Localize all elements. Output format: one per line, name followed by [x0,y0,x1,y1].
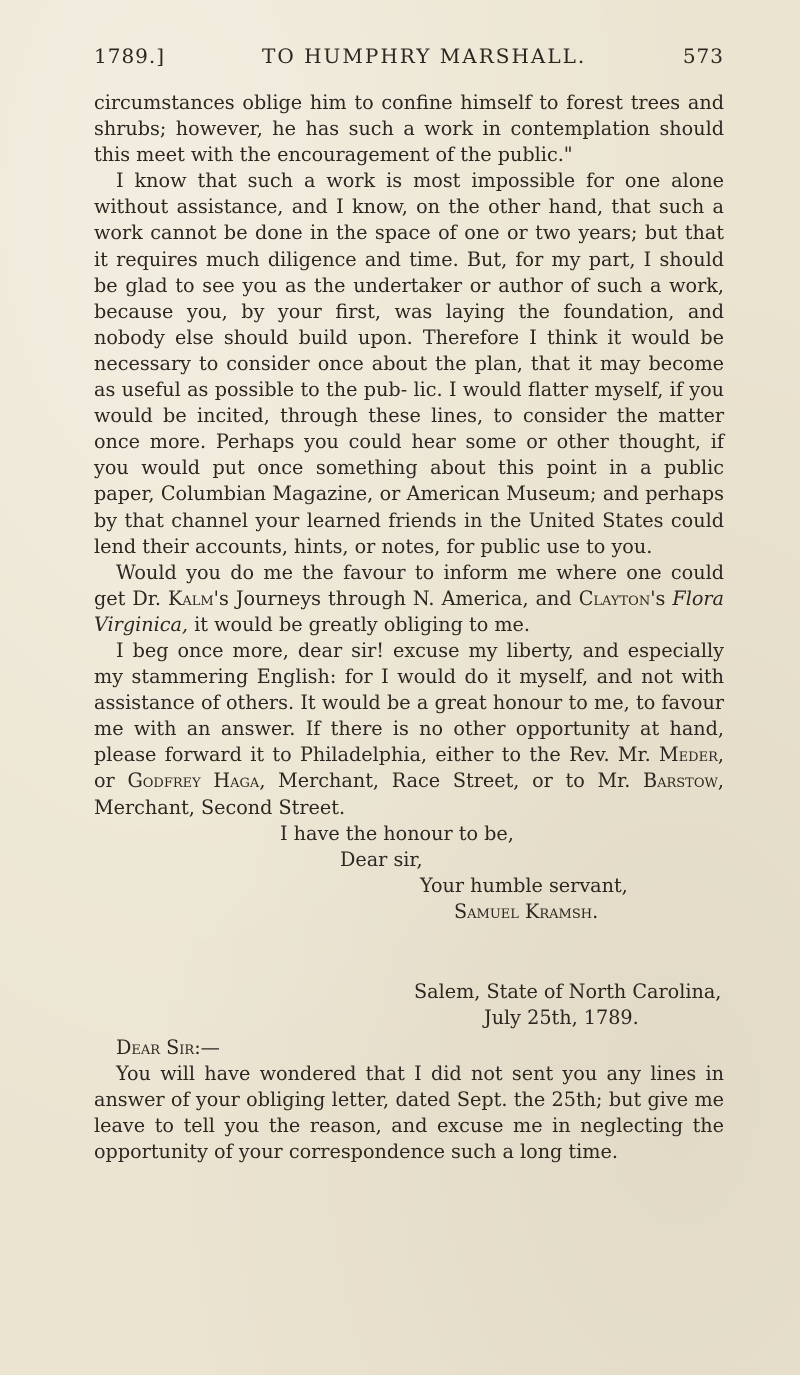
text-run: , Merchant, Second Street. [94,769,724,819]
text-line: meet with the encouragement of the public." [136,143,573,167]
text-run: Dr. [132,586,161,610]
text-run: 's Journeys through N. America, and [213,586,572,610]
dateline-place: Salem, State of North Carolina, [414,979,722,1003]
text-run: I beg once more, dear sir! excuse my liberty, and especially my stammering English: for I would do it myself, and not with assistance of others. It would be a great honour to me, to favour me with an answer. If there is no other opportunity at hand, please forward it to Philadelphia, either to the Rev. Mr. [94,638,724,767]
text-line: circumstances oblige him to confine himself to forest trees and [94,91,724,114]
dateline [94,979,724,1035]
author-name-kalm: Kalm [168,586,214,610]
text-run: 's [650,586,666,610]
page-number: 573 [682,44,724,68]
person-name-barstow: Barstow [643,769,718,793]
dateline-date: July 25th, 1789. [484,1005,639,1029]
paragraph-4 [94,638,724,821]
closing-line: Your humble servant, [420,873,628,897]
text-line: you. [611,534,653,558]
signature: Samuel Kramsh. [454,899,599,923]
closing-line: I have the honour to be, [280,821,514,845]
text-line: first, was laying the foundation, and nobody else should build [94,299,724,349]
person-name-meder: Meder [659,743,718,767]
header-title: TO HUMPHRY MARSHALL. [262,44,587,68]
text-line: lic. I would flatter myself, if you would be incited, through these [94,378,724,428]
letter-closing [94,821,724,979]
paragraph-5: You will have wondered that I did not sent you any lines in answer of your obliging letter, dated Sept. the 25th; but give me leave to tell you the reason, and excuse me in neglecting the opportunity of your correspondence such a long time. [94,1061,724,1163]
book-title-flora: Flora Virginica, [94,586,724,636]
closing-line: Dear sir, [340,847,423,871]
person-name-godfrey-haga: Godfrey Haga [127,769,260,793]
text-run: , or [94,743,724,793]
text-line: diligence and time. But, for my part, I should be glad to see you [94,247,724,297]
text-line: as the undertaker or author of such a work, because you, by your [94,273,724,323]
text-line: I know that such a work is most impossible for one alone without [94,169,724,219]
text-line: upon. Therefore I think it would be necessary to consider once [94,325,724,375]
text-line: shrubs; however, he has such a work in contemplation should this [94,117,724,167]
paragraph-2 [94,168,724,559]
author-name-clayton: Clayton [578,586,651,610]
text-line: about the plan, that it may become as useful as possible to the pub- [94,351,725,402]
text-line: be done in the space of one or two years; but that it requires much [94,221,724,271]
header-year: 1789.] [94,44,166,68]
text-line: assistance, and I know, on the other hand, that such a work cannot [94,195,724,245]
text-line: States could lend their accounts, hints, or notes, for public use to [94,508,724,558]
text-run: Would you do me the favour to inform me where one could get [94,560,724,610]
salutation: Dear Sir:— [116,1035,220,1059]
text-run: it would be greatly obliging to me. [194,612,530,636]
text-line: point in a public paper, Columbian Magazine, or American Museum; [94,456,724,506]
running-header [94,44,724,74]
body-text [94,90,724,1165]
text-run: , Merchant, Race Street, or to Mr. [259,769,631,793]
text-line: lines, to consider the matter once more. Perhaps you could hear [94,404,725,454]
paragraph-3 [94,560,724,638]
paragraph-1 [94,90,724,168]
text-line: and perhaps by that channel your learned friends in the United [94,482,724,532]
text-line: some or other thought, if you would put once something about this [94,430,724,480]
